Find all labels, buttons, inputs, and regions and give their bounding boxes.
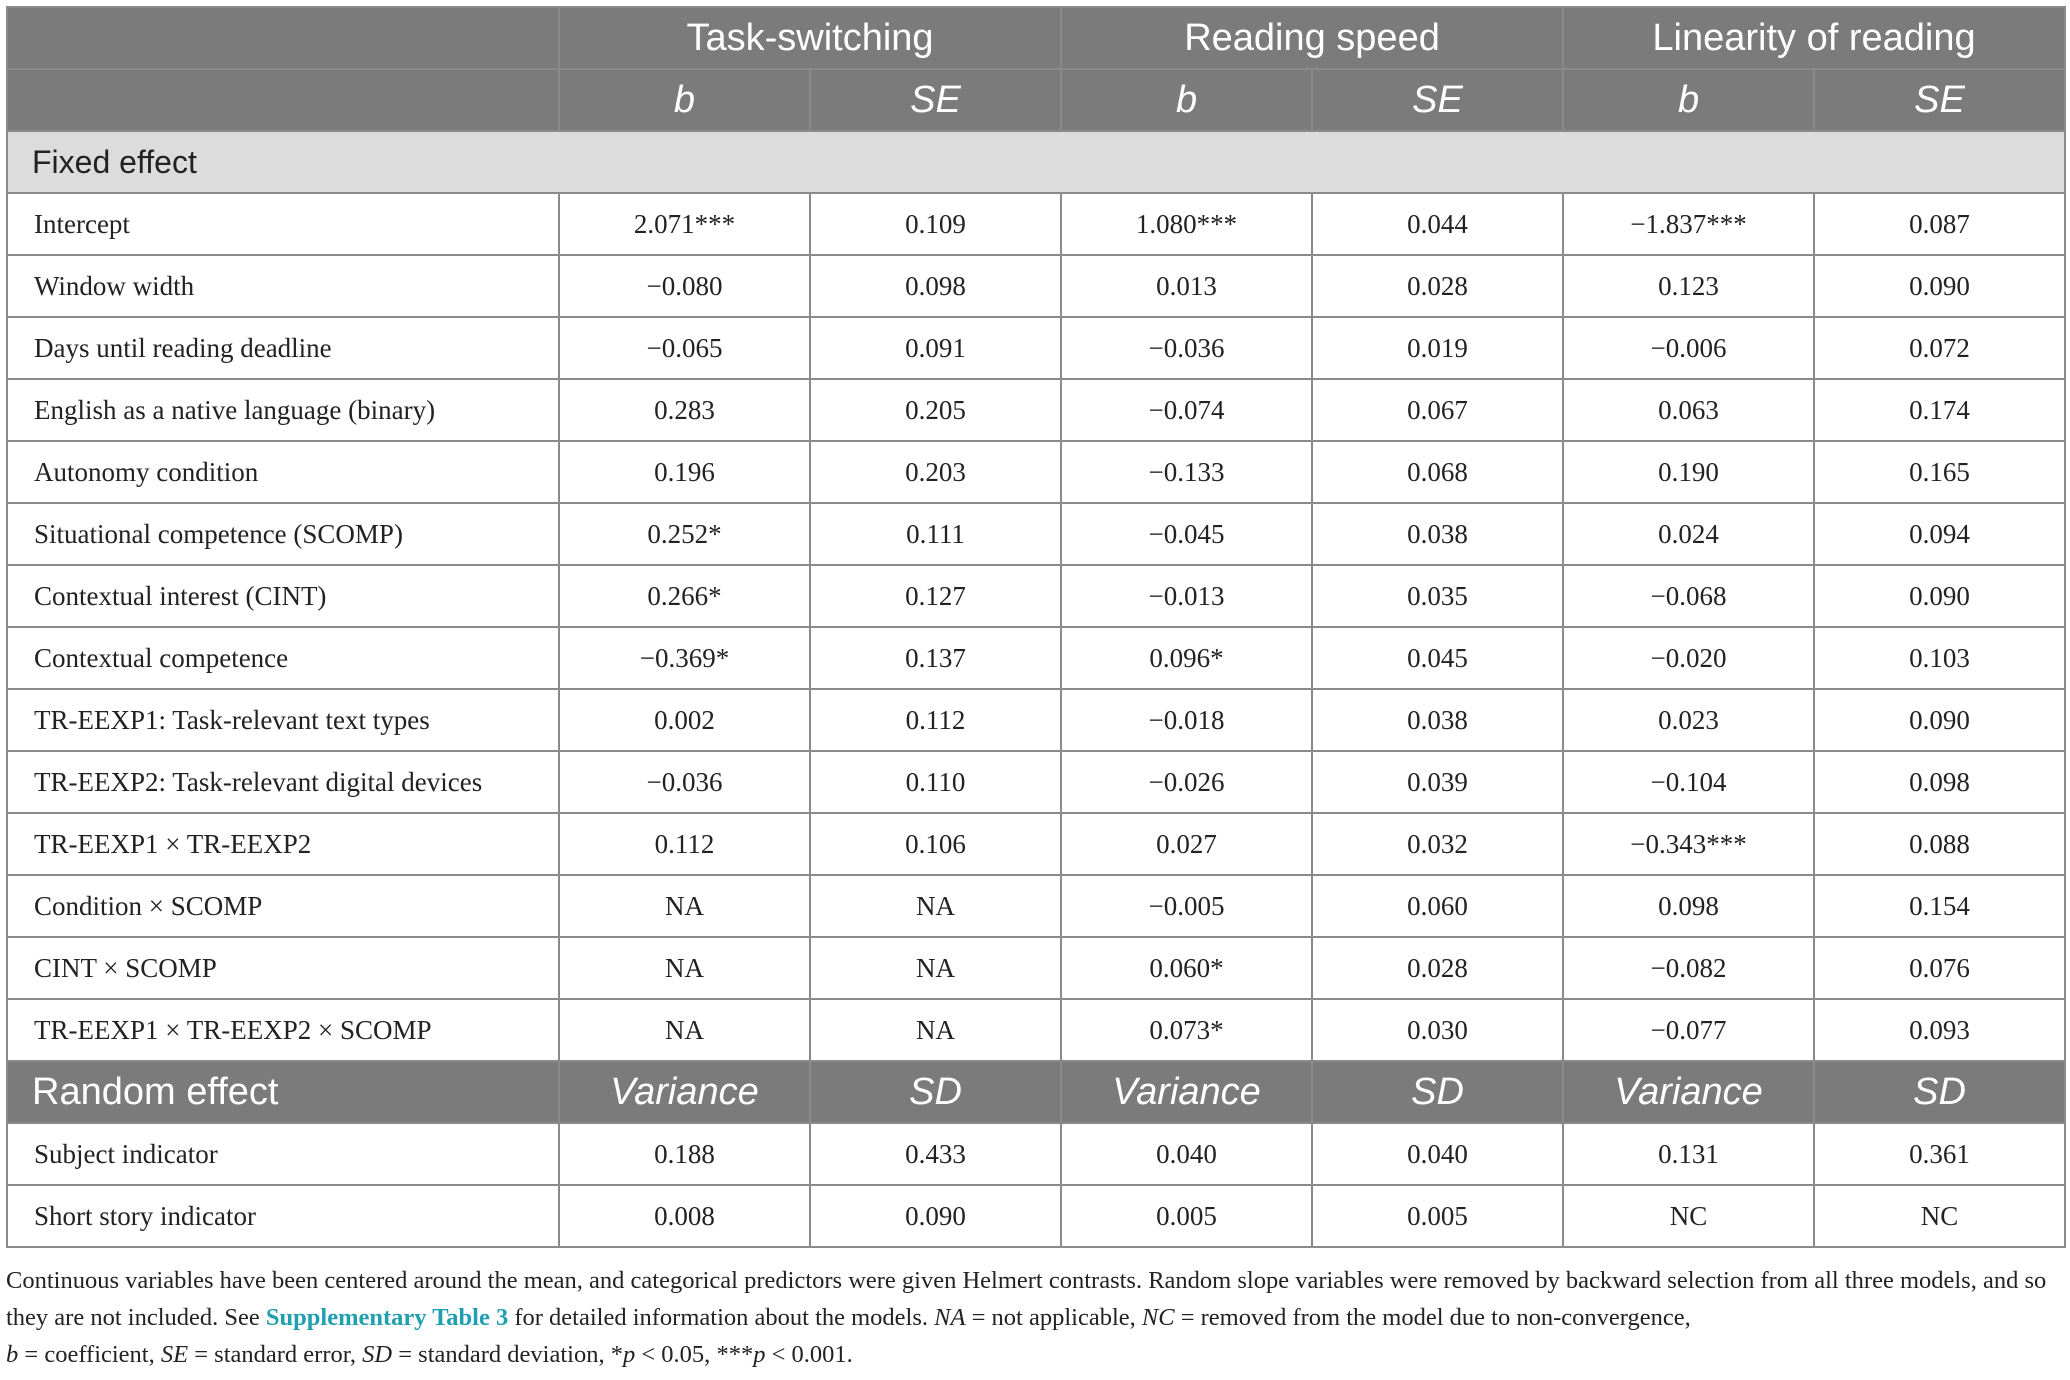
value-cell: 0.040 (1061, 1123, 1312, 1185)
value-cell: 2.071*** (559, 193, 810, 255)
header-sub-cell: SE (1312, 69, 1563, 131)
value-cell: 0.005 (1312, 1185, 1563, 1247)
footnote-text: = coefficient, (18, 1341, 161, 1368)
row-label: TR-EEXP1 × TR-EEXP2 × SCOMP (7, 999, 559, 1061)
value-cell: −0.104 (1563, 751, 1814, 813)
value-cell: −0.082 (1563, 937, 1814, 999)
footnote-text: = removed from the model due to non-convergence, (1174, 1304, 1691, 1331)
value-cell: NA (559, 937, 810, 999)
table-row (7, 441, 2065, 503)
random-effect-header-row (7, 1061, 2065, 1123)
value-cell: −1.837*** (1563, 193, 1814, 255)
header-row-groups (7, 7, 2065, 69)
value-cell: 0.196 (559, 441, 810, 503)
value-cell: 0.060* (1061, 937, 1312, 999)
row-label: Subject indicator (7, 1123, 559, 1185)
value-cell: 0.098 (1563, 875, 1814, 937)
value-cell: 0.094 (1814, 503, 2065, 565)
fixed-effect-section-label: Fixed effect (7, 131, 2065, 193)
value-cell: 0.112 (810, 689, 1061, 751)
value-cell: 0.123 (1563, 255, 1814, 317)
row-label: Condition × SCOMP (7, 875, 559, 937)
value-cell: NC (1814, 1185, 2065, 1247)
value-cell: 0.013 (1061, 255, 1312, 317)
value-cell: 0.106 (810, 813, 1061, 875)
row-label: TR-EEXP1 × TR-EEXP2 (7, 813, 559, 875)
value-cell: 0.002 (559, 689, 810, 751)
value-cell: −0.020 (1563, 627, 1814, 689)
value-cell: 0.063 (1563, 379, 1814, 441)
value-cell: NA (810, 937, 1061, 999)
footnote-text: = not applicable, (965, 1304, 1142, 1331)
value-cell: 0.098 (1814, 751, 2065, 813)
random-header-sub-cell: SD (1312, 1061, 1563, 1123)
value-cell: 0.028 (1312, 937, 1563, 999)
value-cell: 0.131 (1563, 1123, 1814, 1185)
value-cell: −0.013 (1061, 565, 1312, 627)
value-cell: 0.067 (1312, 379, 1563, 441)
value-cell: 0.093 (1814, 999, 2065, 1061)
header-sub-cell: b (1563, 69, 1814, 131)
random-header-sub-cell: SD (1814, 1061, 2065, 1123)
value-cell: 0.005 (1061, 1185, 1312, 1247)
value-cell: −0.077 (1563, 999, 1814, 1061)
value-cell: 0.090 (1814, 255, 2065, 317)
row-label: English as a native language (binary) (7, 379, 559, 441)
value-cell: NA (559, 875, 810, 937)
row-label: Contextual competence (7, 627, 559, 689)
row-label: TR-EEXP1: Task-relevant text types (7, 689, 559, 751)
row-label: Short story indicator (7, 1185, 559, 1247)
footnote-text: *** (716, 1341, 754, 1368)
value-cell: 0.040 (1312, 1123, 1563, 1185)
value-cell: 0.091 (810, 317, 1061, 379)
value-cell: −0.005 (1061, 875, 1312, 937)
value-cell: −0.068 (1563, 565, 1814, 627)
table-footnote (6, 1262, 2064, 1373)
footnote-abbrev: NC (1141, 1304, 1175, 1331)
value-cell: NC (1563, 1185, 1814, 1247)
value-cell: −0.065 (559, 317, 810, 379)
footnote-abbrev: b (6, 1341, 19, 1368)
value-cell: −0.080 (559, 255, 810, 317)
value-cell: 1.080*** (1061, 193, 1312, 255)
table-row (7, 1123, 2065, 1185)
table-row (7, 627, 2065, 689)
table-row (7, 751, 2065, 813)
random-header-sub-cell: Variance (1061, 1061, 1312, 1123)
value-cell: 0.087 (1814, 193, 2065, 255)
row-label: Intercept (7, 193, 559, 255)
header-group-task-switching: Task-switching (559, 7, 1061, 69)
value-cell: 0.045 (1312, 627, 1563, 689)
header-row-subcolumns (7, 69, 2065, 131)
table-row (7, 813, 2065, 875)
header-sub-cell: SE (810, 69, 1061, 131)
table-row (7, 1185, 2065, 1247)
value-cell: −0.343*** (1563, 813, 1814, 875)
value-cell: 0.038 (1312, 689, 1563, 751)
value-cell: NA (810, 999, 1061, 1061)
footnote-abbrev: SD (362, 1341, 393, 1368)
supplementary-table-link[interactable]: Supplementary Table 3 (265, 1304, 509, 1331)
value-cell: 0.433 (810, 1123, 1061, 1185)
value-cell: 0.361 (1814, 1123, 2065, 1185)
footnote-text: = standard deviation, (392, 1341, 611, 1368)
regression-results-table (6, 6, 2066, 1248)
value-cell: 0.044 (1312, 193, 1563, 255)
row-label: TR-EEXP2: Task-relevant digital devices (7, 751, 559, 813)
value-cell: 0.023 (1563, 689, 1814, 751)
header-corner-cell (7, 7, 559, 69)
value-cell: 0.111 (810, 503, 1061, 565)
footnote-abbrev: NA (934, 1304, 966, 1331)
value-cell: 0.283 (559, 379, 810, 441)
value-cell: 0.103 (1814, 627, 2065, 689)
footnote-text: < 0.05, (635, 1341, 717, 1368)
value-cell: 0.096* (1061, 627, 1312, 689)
table-row (7, 379, 2065, 441)
footnote-abbrev: p (753, 1341, 766, 1368)
value-cell: −0.036 (559, 751, 810, 813)
value-cell: 0.008 (559, 1185, 810, 1247)
results-table-figure (6, 6, 2064, 1373)
value-cell: 0.112 (559, 813, 810, 875)
value-cell: 0.039 (1312, 751, 1563, 813)
random-header-sub-cell: SD (810, 1061, 1061, 1123)
footnote-text: * (610, 1341, 623, 1368)
value-cell: 0.072 (1814, 317, 2065, 379)
value-cell: 0.038 (1312, 503, 1563, 565)
row-label: Contextual interest (CINT) (7, 565, 559, 627)
random-header-sub-cell: Variance (559, 1061, 810, 1123)
footnote-abbrev: SE (160, 1341, 189, 1368)
value-cell: 0.028 (1312, 255, 1563, 317)
table-row (7, 565, 2065, 627)
table-row (7, 875, 2065, 937)
footnote-text: < 0.001. (765, 1341, 853, 1368)
table-row (7, 193, 2065, 255)
footnote-text: = standard error, (188, 1341, 363, 1368)
footnote-text: for detailed information about the models. (508, 1304, 935, 1331)
value-cell: −0.036 (1061, 317, 1312, 379)
value-cell: 0.030 (1312, 999, 1563, 1061)
value-cell: 0.188 (559, 1123, 810, 1185)
value-cell: −0.006 (1563, 317, 1814, 379)
value-cell: 0.019 (1312, 317, 1563, 379)
value-cell: 0.165 (1814, 441, 2065, 503)
value-cell: NA (810, 875, 1061, 937)
row-label: Situational competence (SCOMP) (7, 503, 559, 565)
footnote-text: Continuous variables have been centered around the mean, and categorical predictors were given Helmert contrasts. Random slope variables were removed by backward selection from all three models, and so they are not included. See (6, 1267, 2047, 1331)
header-corner-cell (7, 69, 559, 131)
row-label: Days until reading deadline (7, 317, 559, 379)
value-cell: 0.137 (810, 627, 1061, 689)
header-group-reading-speed: Reading speed (1061, 7, 1563, 69)
value-cell: 0.027 (1061, 813, 1312, 875)
value-cell: 0.098 (810, 255, 1061, 317)
header-sub-cell: b (559, 69, 810, 131)
random-header-sub-cell: Variance (1563, 1061, 1814, 1123)
value-cell: −0.369* (559, 627, 810, 689)
value-cell: 0.073* (1061, 999, 1312, 1061)
header-sub-cell: SE (1814, 69, 2065, 131)
value-cell: 0.076 (1814, 937, 2065, 999)
row-label: CINT × SCOMP (7, 937, 559, 999)
row-label: Window width (7, 255, 559, 317)
value-cell: NA (559, 999, 810, 1061)
table-row (7, 317, 2065, 379)
value-cell: 0.090 (1814, 689, 2065, 751)
row-label: Autonomy condition (7, 441, 559, 503)
value-cell: −0.133 (1061, 441, 1312, 503)
value-cell: −0.026 (1061, 751, 1312, 813)
table-row (7, 999, 2065, 1061)
value-cell: 0.090 (810, 1185, 1061, 1247)
table-row (7, 689, 2065, 751)
table-row (7, 503, 2065, 565)
value-cell: 0.154 (1814, 875, 2065, 937)
table-row (7, 937, 2065, 999)
value-cell: 0.203 (810, 441, 1061, 503)
random-effect-section-label: Random effect (7, 1061, 559, 1123)
value-cell: 0.174 (1814, 379, 2065, 441)
value-cell: 0.035 (1312, 565, 1563, 627)
value-cell: −0.045 (1061, 503, 1312, 565)
value-cell: 0.190 (1563, 441, 1814, 503)
value-cell: 0.109 (810, 193, 1061, 255)
value-cell: −0.018 (1061, 689, 1312, 751)
value-cell: 0.068 (1312, 441, 1563, 503)
value-cell: 0.060 (1312, 875, 1563, 937)
fixed-effect-section-row (7, 131, 2065, 193)
value-cell: 0.266* (559, 565, 810, 627)
value-cell: 0.252* (559, 503, 810, 565)
value-cell: 0.127 (810, 565, 1061, 627)
header-group-linearity: Linearity of reading (1563, 7, 2065, 69)
value-cell: 0.032 (1312, 813, 1563, 875)
table-row (7, 255, 2065, 317)
value-cell: 0.205 (810, 379, 1061, 441)
value-cell: 0.088 (1814, 813, 2065, 875)
header-sub-cell: b (1061, 69, 1312, 131)
footnote-abbrev: p (622, 1341, 636, 1368)
value-cell: 0.024 (1563, 503, 1814, 565)
value-cell: 0.110 (810, 751, 1061, 813)
value-cell: −0.074 (1061, 379, 1312, 441)
value-cell: 0.090 (1814, 565, 2065, 627)
